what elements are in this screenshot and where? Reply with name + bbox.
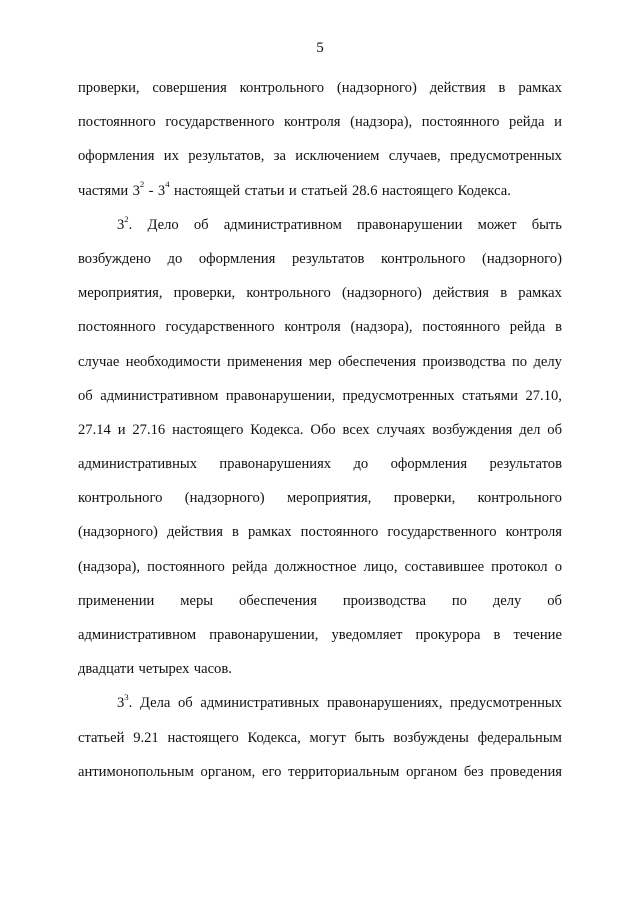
- text-line: частями $3^2$ - $3^4$ настоящей статьи и статьей 28.6 настоящего Кодекса.: [78, 179, 511, 199]
- text-line: $3^3$. Дела об административных правонарушениях, предусмотренных: [117, 692, 562, 712]
- text-line: двадцати четырех часов.: [78, 661, 232, 678]
- text-line: административном правонарушении, уведомляет прокурора в течение: [78, 627, 562, 643]
- text-line: $3^2$. Дело об административном правонарушении может быть: [117, 213, 562, 233]
- text-line: постоянного государственного контроля (надзора), постоянного рейда в: [78, 319, 562, 336]
- text-line: постоянного государственного контроля (надзора), постоянного рейда и: [78, 114, 562, 131]
- paragraph-p-3-2: [78, 215, 562, 694]
- text-line: (надзора), постоянного рейда должностное лицо, составившее протокол о: [78, 558, 562, 575]
- text-line: об административном правонарушении, предусмотренных статьями 27.10,: [78, 387, 562, 404]
- paragraph-p-3-3: [78, 693, 562, 796]
- text-line: случае необходимости применения мер обеспечения производства по делу: [78, 353, 562, 370]
- text-line: антимонопольным органом, его территориальным органом без проведения: [78, 763, 562, 780]
- text-line: мероприятия, проверки, контрольного (надзорного) действия в рамках: [78, 285, 562, 302]
- text-line: проверки, совершения контрольного (надзорного) действия в рамках: [78, 80, 562, 96]
- page-number: 5: [316, 40, 324, 56]
- document-body: [78, 78, 562, 796]
- text-line: 27.14 и 27.16 настоящего Кодекса. Обо всех случаях возбуждения дел об: [78, 421, 562, 438]
- text-line: административных правонарушениях до оформления результатов: [78, 456, 562, 473]
- paragraph-p-continuation: [78, 78, 562, 215]
- text-line: статьей 9.21 настоящего Кодекса, могут быть возбуждены федеральным: [78, 729, 562, 746]
- text-line: возбуждено до оформления результатов контрольного (надзорного): [78, 250, 562, 267]
- text-line: оформления их результатов, за исключением случаев, предусмотренных: [78, 148, 562, 165]
- text-line: применении меры обеспечения производства по делу об: [78, 592, 562, 609]
- text-line: контрольного (надзорного) мероприятия, проверки, контрольного: [78, 490, 562, 507]
- text-line: (надзорного) действия в рамках постоянного государственного контроля: [78, 524, 562, 541]
